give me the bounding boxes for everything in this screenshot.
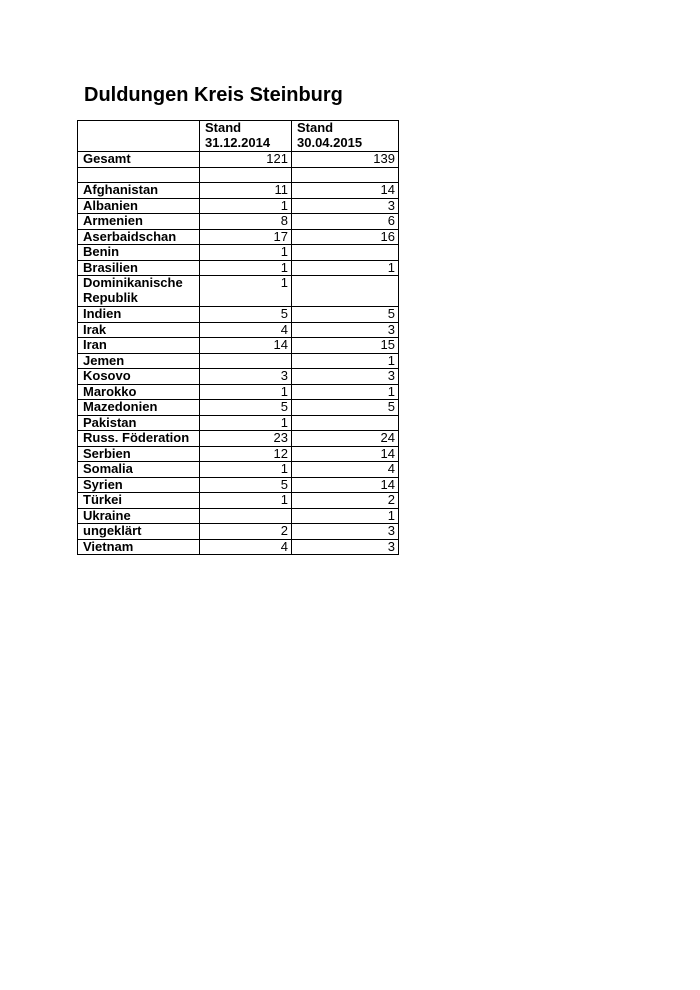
value-2015: 3 <box>292 369 399 385</box>
table-row <box>78 229 399 245</box>
toleration-table <box>77 120 399 555</box>
value-2015: 16 <box>292 229 399 245</box>
spacer-cell <box>78 167 200 183</box>
table-row <box>78 322 399 338</box>
spacer-cell <box>292 167 399 183</box>
table-row <box>78 493 399 509</box>
country-name: Ukraine <box>78 508 200 524</box>
value-2014: 5 <box>200 307 292 323</box>
header-stand-2015 <box>292 121 399 152</box>
value-2014: 11 <box>200 183 292 199</box>
value-2015: 3 <box>292 198 399 214</box>
header-stand-2015-date: 30.04.2015 <box>297 134 363 150</box>
table-row <box>78 307 399 323</box>
table-row <box>78 446 399 462</box>
value-2014: 1 <box>200 493 292 509</box>
table-row <box>78 260 399 276</box>
header-stand-2015-label: Stand <box>297 120 334 135</box>
country-name: Jemen <box>78 353 200 369</box>
value-2014: 1 <box>200 462 292 478</box>
table-row <box>78 431 399 447</box>
value-2014: 5 <box>200 477 292 493</box>
country-name: Marokko <box>78 384 200 400</box>
country-name: Dominikanische Republik <box>78 276 200 307</box>
value-2015: 24 <box>292 431 399 447</box>
table-row <box>78 415 399 431</box>
value-2015: 14 <box>292 446 399 462</box>
value-2015: 5 <box>292 400 399 416</box>
value-2014: 1 <box>200 384 292 400</box>
table-row <box>78 508 399 524</box>
country-name: Syrien <box>78 477 200 493</box>
country-name: Armenien <box>78 214 200 230</box>
value-2015: 6 <box>292 214 399 230</box>
value-2015: 14 <box>292 477 399 493</box>
value-2014: 4 <box>200 539 292 555</box>
value-2014: 3 <box>200 369 292 385</box>
total-label: Gesamt <box>78 152 200 168</box>
table-row <box>78 276 399 307</box>
value-2014: 23 <box>200 431 292 447</box>
spacer-row <box>78 167 399 183</box>
value-2015 <box>292 276 399 307</box>
value-2014: 17 <box>200 229 292 245</box>
value-2014: 12 <box>200 446 292 462</box>
country-name: Russ. Föderation <box>78 431 200 447</box>
total-2015: 139 <box>292 152 399 168</box>
value-2014: 5 <box>200 400 292 416</box>
header-country <box>78 121 200 152</box>
country-name: Pakistan <box>78 415 200 431</box>
value-2015: 14 <box>292 183 399 199</box>
value-2014: 1 <box>200 276 292 307</box>
value-2015: 3 <box>292 524 399 540</box>
table-row <box>78 245 399 261</box>
value-2015: 1 <box>292 260 399 276</box>
table-row <box>78 384 399 400</box>
value-2015: 15 <box>292 338 399 354</box>
value-2014: 2 <box>200 524 292 540</box>
table-header-row <box>78 121 399 152</box>
country-name: Benin <box>78 245 200 261</box>
value-2014: 1 <box>200 198 292 214</box>
table-row <box>78 524 399 540</box>
table-row <box>78 400 399 416</box>
table-row <box>78 462 399 478</box>
country-name: Afghanistan <box>78 183 200 199</box>
total-row <box>78 152 399 168</box>
table-row <box>78 214 399 230</box>
value-2015: 3 <box>292 322 399 338</box>
value-2014: 8 <box>200 214 292 230</box>
value-2014: 14 <box>200 338 292 354</box>
country-name: Aserbaidschan <box>78 229 200 245</box>
value-2014 <box>200 353 292 369</box>
table-row <box>78 369 399 385</box>
table-row <box>78 183 399 199</box>
header-stand-2014 <box>200 121 292 152</box>
country-name: Kosovo <box>78 369 200 385</box>
country-name: Mazedonien <box>78 400 200 416</box>
value-2015 <box>292 415 399 431</box>
country-name: Vietnam <box>78 539 200 555</box>
table-row <box>78 198 399 214</box>
country-name: Türkei <box>78 493 200 509</box>
value-2015: 4 <box>292 462 399 478</box>
value-2015: 1 <box>292 508 399 524</box>
country-name: Albanien <box>78 198 200 214</box>
table-row <box>78 477 399 493</box>
table-row <box>78 539 399 555</box>
value-2015: 5 <box>292 307 399 323</box>
value-2015: 3 <box>292 539 399 555</box>
value-2014: 4 <box>200 322 292 338</box>
table-row <box>78 338 399 354</box>
country-name: ungeklärt <box>78 524 200 540</box>
page-title: Duldungen Kreis Steinburg <box>84 84 343 106</box>
value-2015: 2 <box>292 493 399 509</box>
value-2015: 1 <box>292 353 399 369</box>
country-name: Indien <box>78 307 200 323</box>
value-2014: 1 <box>200 415 292 431</box>
value-2014: 1 <box>200 260 292 276</box>
value-2014: 1 <box>200 245 292 261</box>
header-stand-2014-date: 31.12.2014 <box>205 134 271 150</box>
table-row <box>78 353 399 369</box>
country-name: Iran <box>78 338 200 354</box>
spacer-cell <box>200 167 292 183</box>
value-2015: 1 <box>292 384 399 400</box>
country-name: Serbien <box>78 446 200 462</box>
value-2014 <box>200 508 292 524</box>
country-name: Brasilien <box>78 260 200 276</box>
country-name: Somalia <box>78 462 200 478</box>
country-name: Irak <box>78 322 200 338</box>
total-2014: 121 <box>200 152 292 168</box>
header-stand-2014-label: Stand <box>205 120 242 135</box>
value-2015 <box>292 245 399 261</box>
